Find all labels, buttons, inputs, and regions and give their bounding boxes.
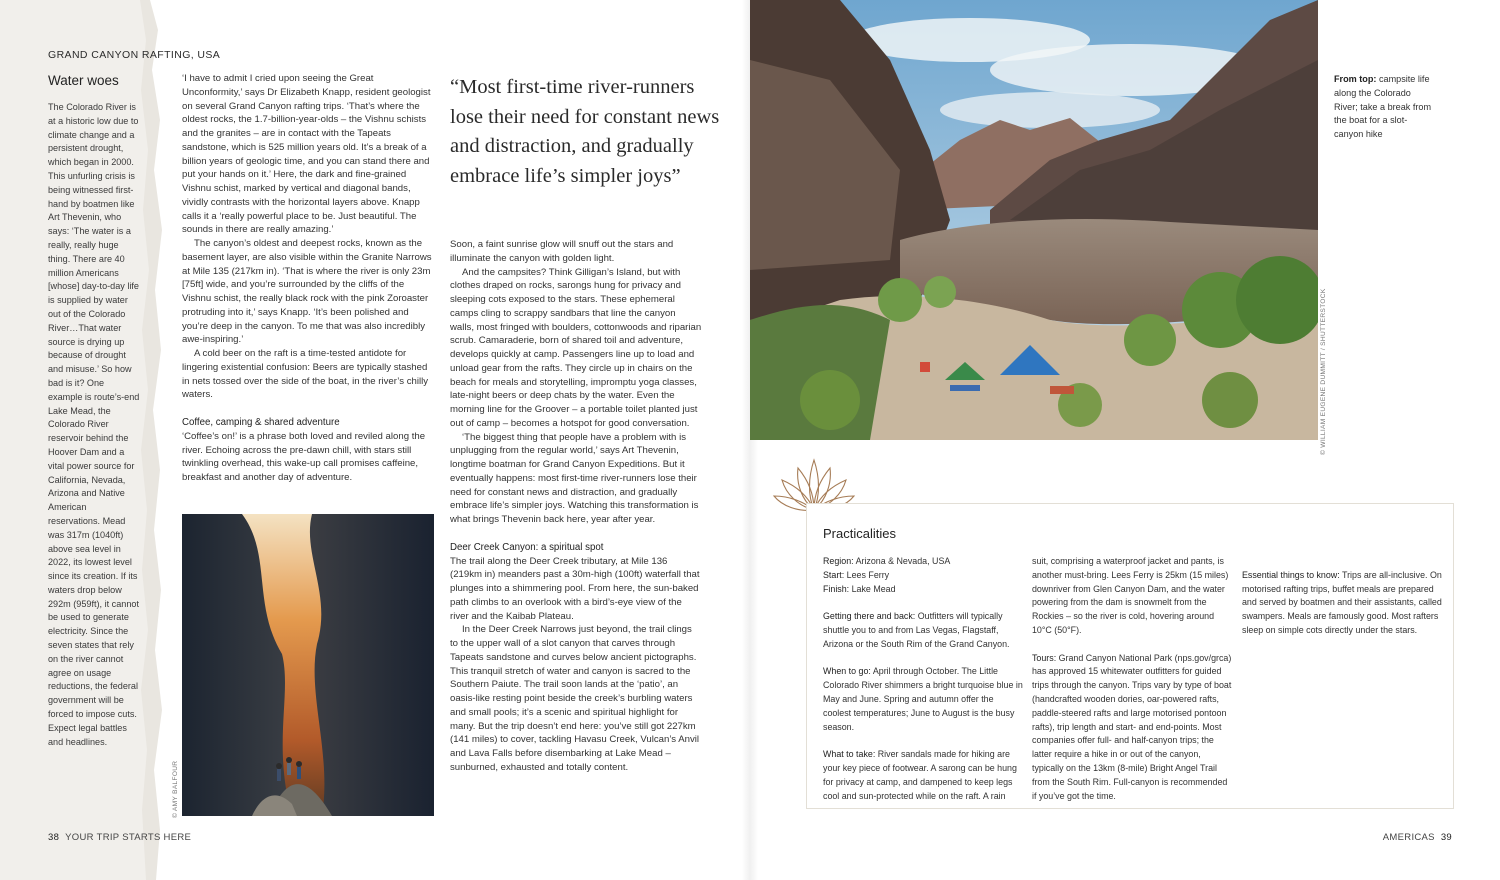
tours-text: Grand Canyon National Park (nps.gov/grca) has approved 15 whitewater outfitters for guided trips through the canyon. Trips vary by type of boat (handcrafted wooden dories, oar-powered rafts, paddle-steered rafts and large motorised pontoon rafts), trip length and start- and end-points. Most companies offer full- and half-canyon trips; the latter require a hike in or out of the canyon, typically on the 13km (8-mile) Bright Angel Trail from the South Rim. Full-canyon is recommended if you’ve got the time. — [1032, 652, 1232, 801]
article-column-1 — [182, 72, 434, 485]
when-to-go-label: When to go: — [823, 666, 871, 677]
practicalities-column-3 — [1242, 555, 1442, 638]
running-footer: YOUR TRIP STARTS HERE — [65, 832, 192, 843]
paragraph: In the Deer Creek Narrows just beyond, the trail clings to the upper wall of a slot canyon that carves through Tapeats sandstone and curves below ancient pictographs. This tranquil stretch of water and canyon is sacred to the Southern Paiute. The trail soon lands at the ‘patio’, an oasis-like resting point beside the creek’s burbling waters and small pools; it’s a scenic and spiritual highlight for many. But the trip doesn’t end here: you’ve still got 227km (141 miles) to cover, tackling Havasu Creek, Vulcan’s Anvil and Lava Falls before disembarking at Lake Mead – sunburned, exhausted and totally content. — [450, 624, 700, 773]
section-kicker: GRAND CANYON RAFTING, USA — [48, 49, 221, 61]
sidebar-heading: Water woes — [48, 73, 119, 88]
paragraph: The trail along the Deer Creek tributary, at Mile 136 (219km in) meanders past a 30m-high (100ft) waterfall that plunges into a shimmering pool. From here, the sun-baked path climbs to an overlook with a bird’s-eye view of the river and the Kaibab Plateau. — [450, 555, 700, 622]
paragraph: The canyon’s oldest and deepest rocks, known as the basement layer, are also visible within the Granite Narrows at Mile 135 (217km in). ‘That is where the river is only 23m [75ft] wide, and you’re surrounded by the cliffs of the Vishnu schist, the really black rock with the pink Zoroaster protruding into it,’ says Knapp. ‘It’s been polished and you’re deep in the canyon. To me that was also incredibly awe-inspiring.’ — [182, 238, 432, 346]
finish-value: Lake Mead — [849, 583, 896, 594]
photo-credit: © AMY BALFOUR — [172, 760, 179, 818]
start-label: Start: — [823, 569, 845, 580]
essential-things-label: Essential things to know: — [1242, 569, 1340, 580]
photo-credit: © WILLIAM EUGENE DUMMITT / SHUTTERSTOCK — [1320, 288, 1327, 455]
paragraph: And the campsites? Think Gilligan’s Island, but with clothes draped on rocks, sarongs hung for privacy and sleeping cots exposed to the stars. These ephemeral camps cling to scrappy sandbars that line the canyon walls, most fringed with boulders, cottonwoods and riparian scrub. Camaraderie, born of shared toil and adventure, develops quickly at camp. Passengers line up to load and unload gear from the rafts. They circle up in chairs on the beach for meals and storytelling, impromptu yoga classes, late-night beers or deep chats by the water. Even the morning line for the Groover – a portable toilet planted just out of camp – becomes a hotspot for good conversation. — [450, 266, 702, 429]
running-footer: AMERICAS — [1382, 832, 1435, 843]
river-campsite-photo — [750, 0, 1318, 440]
paragraph: Soon, a faint sunrise glow will snuff out the stars and illuminate the canyon with golden light. — [450, 239, 674, 264]
paragraph: ‘The biggest thing that people have a problem with is unplugging from the regular world,’ says Art Thevenin, longtime boatman for Grand Canyon Expeditions. But it eventually happens: most first-time river-runners lose their need for constant news and distraction, and gradually embrace life’s simpler joys. Watching this transformation is what brings Thevenin back here, year after year. — [450, 431, 699, 525]
essential-things-text: Trips are all-inclusive. On motorised rafting trips, buffet meals are prepared and served by boatmen and their assistants, called swampers. Meals are famously good. Most rafters sleep on simple cots directly under the stars. — [1242, 569, 1442, 635]
practicalities-title: Practicalities — [823, 526, 896, 541]
what-to-take-text-cont: suit, comprising a waterproof jacket and pants, is another must-bring. Lees Ferry is 25km (15 miles) downriver from Glen Canyon Dam, and the water powering from the dam is snowmelt from the Rockies – so the river is cold, hovering around 10°C (50°F). — [1032, 556, 1229, 635]
practicalities-column-2 — [1032, 555, 1232, 803]
practicalities-column-1 — [823, 555, 1023, 803]
what-to-take-label: What to take: — [823, 749, 876, 760]
tours-entry — [1032, 652, 1232, 804]
paragraph: ‘Coffee’s on!’ is a phrase both loved and reviled along the river. Echoing across the pre-dawn chill, with stars still twinkling overhead, this wake-up call promises caffeine, breakfast and another day of adventure. — [182, 430, 426, 483]
region-value: Arizona & Nevada, USA — [853, 556, 951, 566]
start-value: Lees Ferry — [844, 569, 890, 580]
getting-there-label: Getting there and back: — [823, 611, 916, 622]
paragraph: ‘I have to admit I cried upon seeing the Great Unconformity,’ says Dr Elizabeth Knapp, resident geologist on several Grand Canyon rafting trips. ‘That’s where the oldest rocks, the 1.7-billion-year-olds – the Vishnu schists and the granites – are in contact with the Tapeats sandstone, which is 525 million years old. It’s a break of a billion years of geologic time, and you can stand there and put your hands on it.’ Here, the dark and fine-grained Vishnu schist, marked by vertical and diagonal bands, vividly contrasts with the horizontal layers above. Knapp calls it a ‘really powerful place to be. Just beautiful. The sounds in there are really amazing.’ — [182, 73, 431, 236]
footer-right — [1383, 832, 1452, 843]
caption-lead: From top: — [1334, 74, 1377, 84]
article-column-2 — [450, 238, 702, 775]
photo-caption — [1334, 73, 1434, 142]
sidebar-body: The Colorado River is at a historic low due to climate change and a persistent drought, which began in 2000. This unfurling crisis is being witnessed first-hand by boatmen like Art Thevenin, who says: ‘The water is a really, really huge thing. There are 40 million Americans [whose] day-to-day life is supplied by water out of the Colorado River…That water source is drying up because of drought and misuse.’ So how bad is it? One example is route’s-end Lake Mead, the Colorado River reservoir behind the Hoover Dam and a vital power source for California, Nevada, Arizona and Native American reservations. Mead was 317m (1040ft) above sea level in 2022, its lowest level since its creation. If its waters drop below 292m (959ft), it cannot be used to generate electricity. Since the seven states that rely on the river cannot agree on usage reductions, the federal government will be forced to impose cuts. Expect legal battles and headlines. — [48, 102, 140, 747]
essential-things-entry — [1242, 569, 1442, 638]
slot-canyon-photo — [182, 514, 434, 816]
subheading: Deer Creek Canyon: a spiritual spot — [450, 541, 604, 553]
page-number: 38 — [48, 832, 60, 843]
pull-quote: “Most first-time river-runners lose their need for constant news and distraction, and gradually embrace life’s simpler joys” — [450, 76, 720, 187]
page-number: 39 — [1440, 832, 1452, 843]
finish-label: Finish: — [823, 583, 850, 594]
subheading: Coffee, camping & shared adventure — [182, 417, 340, 428]
when-to-go-text: April through October. The Little Colorado River shimmers a bright turquoise blue in May and June. Spring and autumn offer the coolest temperatures; June to August is the busy season. — [823, 666, 1023, 732]
getting-there-text: Outfitters will typically shuttle you to and from Las Vegas, Flagstaff, Arizona or the South Rim of the Grand Canyon. — [823, 611, 1010, 649]
tours-label: Tours: — [1032, 652, 1057, 663]
footer-left — [48, 832, 191, 843]
what-to-take-text: River sandals made for hiking are your key piece of footwear. A sarong can be hung for privacy at camp, and dampened to keep legs cool and sun-protected while on the raft. A rain — [823, 749, 1017, 801]
practicalities-box — [806, 503, 1454, 809]
region-label: Region: — [823, 556, 854, 566]
paragraph: A cold beer on the raft is a time-tested antidote for lingering existential confusion: Beers are typically stashed in nets tossed over the side of the boat, in the river’s chilly waters. — [182, 348, 429, 401]
caption-text: campsite life along the Colorado River; take a break from the boat for a slot-canyon hike — [1334, 74, 1432, 140]
